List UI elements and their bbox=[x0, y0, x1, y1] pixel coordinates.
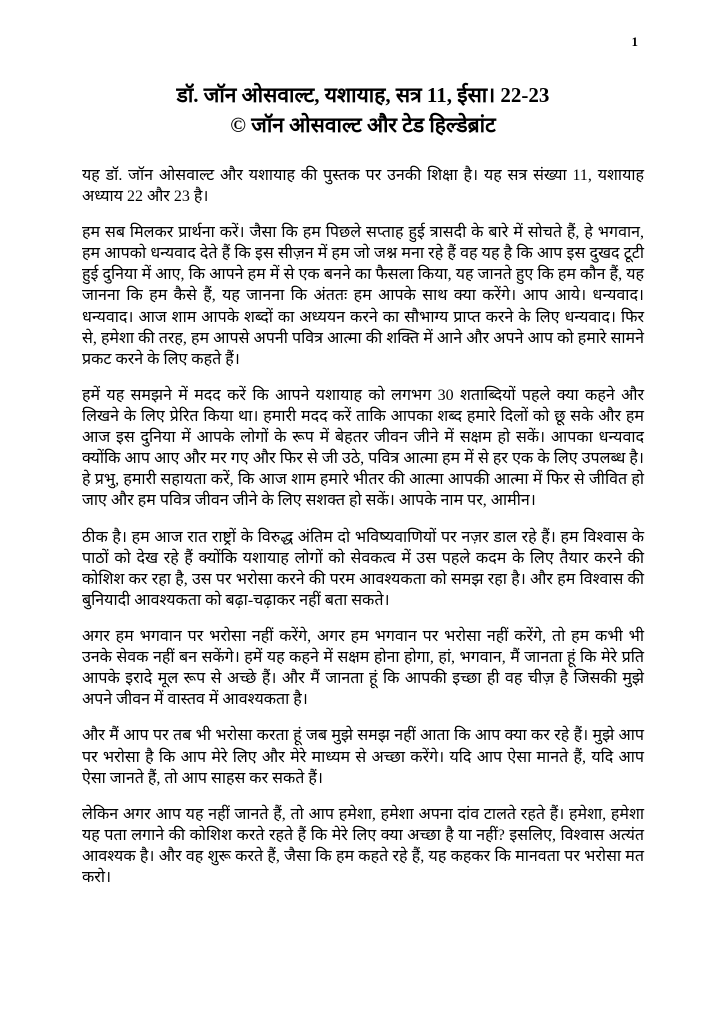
title-line-2-copyright: © जॉन ओसवाल्ट और टेड हिल्डेब्रांट bbox=[230, 113, 496, 138]
document-title bbox=[82, 80, 644, 141]
paragraph-prayer-2: हमें यह समझने में मदद करें कि आपने यशायाह को लगभग 30 शताब्दियों पहले क्या कहने और लिखने के लिए प्रेरित किया था। हमारी मदद करें ताकि आपका शब्द हमारे दिलों को छू सके और हम आज इस दुनिया में आपके लोगों के रूप में बेहतर जीवन जीने में सक्षम हो सकें। आपका धन्यवाद क्योंकि आप आए और मर गए और फिर से जी उठे, पवित्र आत्मा हम में से हर एक के लिए उपलब्ध है। हे प्रभु, हमारी सहायता करें, कि आज शाम हमारे भीतर की आत्मा आपकी आत्मा में फिर से जीवित हो जाए और हम पवित्र जीवन जीने के लिए सशक्त हो सकें। आपके नाम पर, आमीन। bbox=[82, 386, 644, 510]
page-number: 1 bbox=[631, 34, 638, 49]
paragraph-lecture-1: ठीक है। हम आज रात राष्ट्रों के विरुद्ध अंतिम दो भविष्यवाणियों पर नज़र डाल रहे हैं। हम विश्वास के पाठों को देख रहे हैं क्योंकि यशायाह लोगों को सेवकत्व में उस पहले कदम के लिए तैयार करने की कोशिश कर रहा है, उस पर भरोसा करने की परम आवश्यकता को समझ रहा है। और हम विश्वास की बुनियादी आवश्यकता को बढ़ा-चढ़ाकर नहीं बता सकते। bbox=[82, 528, 644, 609]
paragraph-lecture-4: लेकिन अगर आप यह नहीं जानते हैं, तो आप हमेशा, हमेशा अपना दांव टालते रहते हैं। हमेशा, हमेशा यह पता लगाने की कोशिश करते रहते हैं कि मेरे लिए क्या अच्छा है या नहीं? इसलिए, विश्वास अत्यंत आवश्यक है। और वह शुरू करते हैं, जैसा कि हम कहते रहे हैं, यह कहकर कि मानवता पर भरोसा मत करो। bbox=[82, 805, 644, 887]
document-body bbox=[82, 165, 644, 888]
title-line-1: डॉ. जॉन ओसवाल्ट, यशायाह, सत्र 11, ईसा। 22-23 bbox=[176, 83, 550, 107]
paragraph-prayer-1: हम सब मिलकर प्रार्थना करें। जैसा कि हम पिछले सप्ताह हुई त्रासदी के बारे में सोचते हैं, हे भगवान, हम आपको धन्यवाद देते हैं कि इस सीज़न में हम जो जश्न मना रहे हैं वह यह है कि आप इस दुखद टूटी हुई दुनिया में आए, कि आपने हम में से एक बनने का फैसला किया, यह जानते हुए कि हम कौन हैं, यह जानना कि हम कैसे हैं, यह जानना कि अंततः हम आपके साथ क्या करेंगे। आप आये। धन्यवाद। धन्यवाद। आज शाम आपके शब्दों का अध्ययन करने का सौभाग्य प्राप्त करने के लिए धन्यवाद। फिर से, हमेशा की तरह, हम आपसे अपनी पवित्र आत्मा की शक्ति में आने और अपने आप को हमारे सामने प्रकट करने के लिए कहते हैं। bbox=[82, 224, 644, 368]
paragraph-intro: यह डॉ. जॉन ओसवाल्ट और यशायाह की पुस्तक पर उनकी शिक्षा है। यह सत्र संख्या 11, यशायाह अध्याय 22 और 23 है। bbox=[82, 166, 644, 205]
paragraph-lecture-2: अगर हम भगवान पर भरोसा नहीं करेंगे, अगर हम भगवान पर भरोसा नहीं करेंगे, तो हम कभी भी उनके सेवक नहीं बन सकेंगे। हमें यह कहने में सक्षम होना होगा, हां, भगवान, मैं जानता हूं कि मेरे प्रति आपके इरादे मूल रूप से अच्छे हैं। और मैं जानता हूं कि आपकी इच्छा ही वह चीज़ है जिसकी मुझे अपने जीवन में वास्तव में आवश्यकता है। bbox=[82, 627, 644, 709]
paragraph-lecture-3: और मैं आप पर तब भी भरोसा करता हूं जब मुझे समझ नहीं आता कि आप क्या कर रहे हैं। मुझे आप पर भरोसा है कि आप मेरे लिए और मेरे माध्यम से अच्छा करेंगे। यदि आप ऐसा मानते हैं, यदि आप ऐसा जानते हैं, तो आप साहस कर सकते हैं। bbox=[82, 727, 644, 787]
